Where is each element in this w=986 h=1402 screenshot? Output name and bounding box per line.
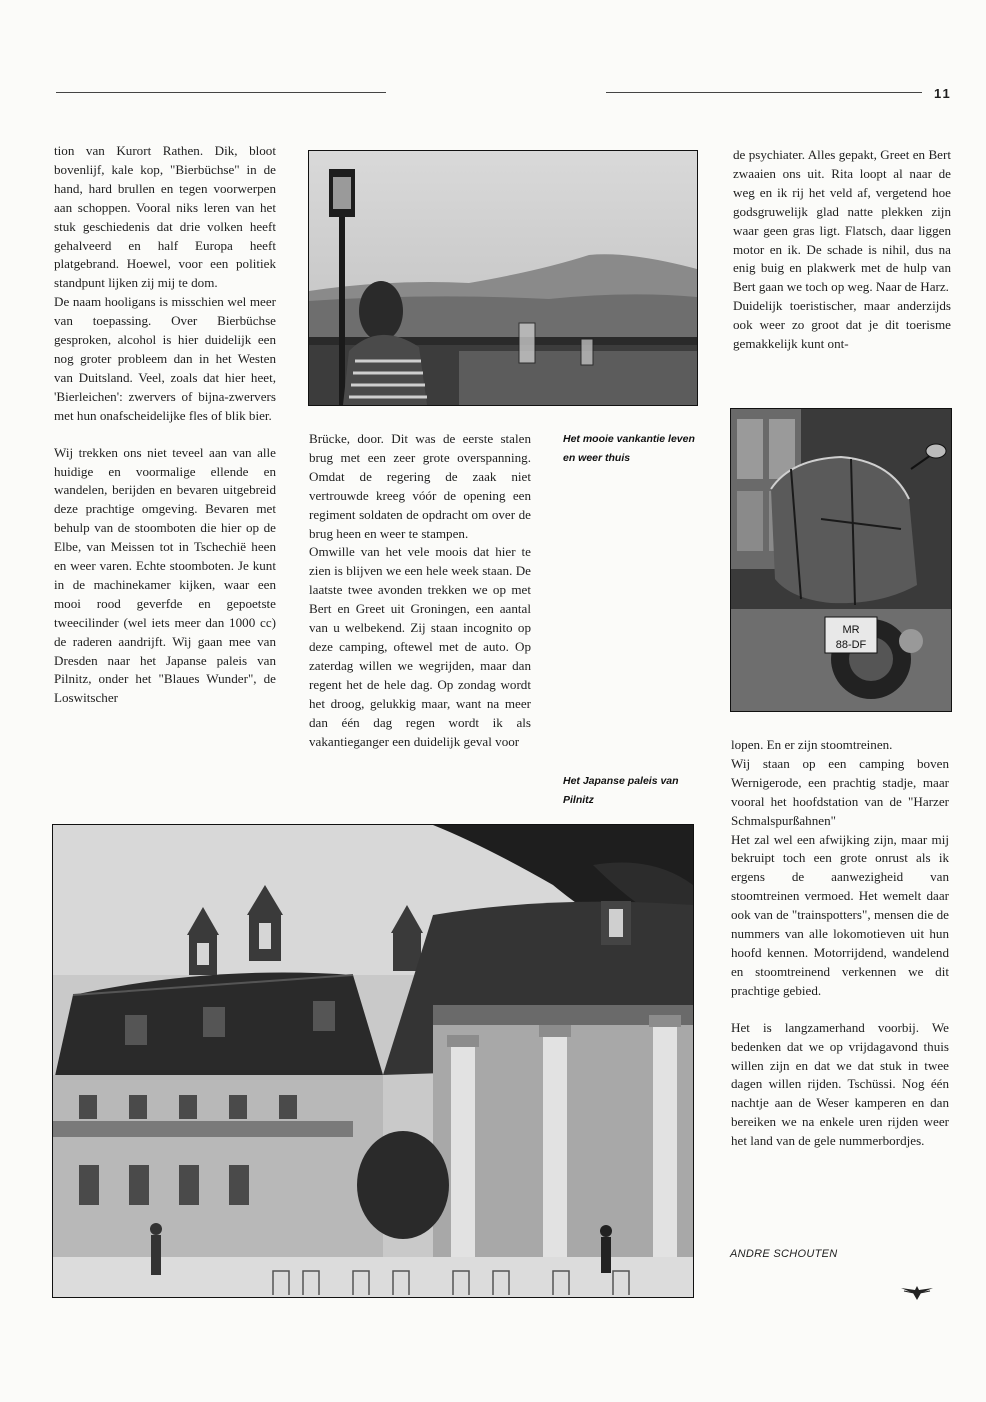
photo-loaded-motorcycle bbox=[730, 408, 952, 712]
paragraph: Wij trekken ons niet teveel aan van alle huidige en voormalige ellende en wandelen, berijden en bevaren uitgebreid deze prachtige omgeving. Bevaren met behulp van de stoomboten die hier op de Elbe, van Meissen tot in Tschechië heen en weer varen. Echte stoomboten. Je kunt in de machinekamer kijken, waar een mooi rood geverfde en gepoetste tweecilinder (wel iets meer dan 1000 cc) de raderen aandrijft. Wij gaan mee van Dresden naar het Japanse paleis van Pilnitz, onder het "Blaues Wunder", de Loswitscher bbox=[54, 444, 276, 706]
paragraph: Het is langzamerhand voorbij. We bedenken dat we op vrijdagavond thuis willen zijn en dat we dat stuk in twee dagen willen rijden. Tschüssi. Nog één nachtje aan de Weser kamperen en dan bereiken we na enkele uren rijden weer het land van de gele nummerbordjes. bbox=[731, 1019, 949, 1149]
paragraph: Brücke, door. Dit was de eerste stalen brug met een zeer grote overspanning. Omdat de regering de zaak niet vertrouwde kreeg vóór de opening een regiment soldaten de opdracht om over de brug heen en weer te stampen. bbox=[309, 431, 531, 541]
paragraph: Omwille van het vele moois dat hier te zien is blijven we een hele week staan. De laatste twee avonden trekken we op met Bert en Greet uit Groningen, een aantal van u welbekend. Zij staan incognito op deze camping, oftewel met de auto. Op zaterdag willen we wegrijden, maar dan regent het de hele dag. Op zondag wordt het droog, gelukkig maar, want na meer dan één dag regen wordt ik als vakantieganger een duidelijk geval voor bbox=[309, 544, 531, 749]
article-column-3-bottom bbox=[731, 736, 949, 1151]
paragraph: Het zal wel een afwijking zijn, maar mij bekruipt toch een grote onrust als ik ergens de aanwezigheid van stoomtreinen vermoed. Het wemelt daar ook van de "trainspotters", mensen die de nummers van alle lokomotieven uit hun hoofd kennen. Motorrijdend, wandelend en stoomtreinend verkennen we dit prachtige gebied. bbox=[731, 831, 949, 998]
page-number: 11 bbox=[934, 86, 952, 101]
wings-emblem-icon bbox=[900, 1282, 934, 1304]
paragraph: lopen. En er zijn stoomtreinen. bbox=[731, 737, 893, 752]
paragraph: Wij staan op een camping boven Wernigerode, een prachtig stadje, maar vooral het hoofdstation van de "Harzer Schmalspurßahnen" bbox=[731, 755, 949, 828]
license-plate-line2: 88-DF bbox=[835, 639, 867, 651]
caption-vacation: Het mooie vankantie leven en weer thuis bbox=[563, 433, 695, 464]
photo-terrace-view bbox=[308, 150, 698, 406]
paragraph: Duidelijk toeristischer, maar anderzijds ook weer zo groot dat je dit toerisme gemakkelijk kunt ont- bbox=[733, 298, 951, 352]
photo-pillnitz-palace bbox=[52, 824, 694, 1298]
article-column-2 bbox=[309, 430, 531, 751]
article-column-1 bbox=[54, 142, 276, 708]
header-rule-right bbox=[606, 92, 922, 93]
article-column-3-top bbox=[733, 146, 951, 354]
author-signature: ANDRE SCHOUTEN bbox=[730, 1248, 838, 1260]
header-rule-left bbox=[56, 92, 386, 93]
license-plate-line1: MR bbox=[842, 624, 860, 636]
paragraph: De naam hooligans is misschien wel meer van toepassing. Over Bierbüchse gesproken, alcohol is hier duidelijk een nog groter probleem dan in het Westen van Duitsland. Veel, zoals dat hier heet, 'Bierleichen': zwervers of bijna-zwervers met hun onafscheidelijke fles of blik bier. bbox=[54, 294, 276, 423]
paragraph: de psychiater. Alles gepakt, Greet en Bert zwaaien ons uit. Rita loopt al naar de weg en ik rij het veld af, vergetend hoe godsgruwelijk glad natte plekken zijn waar geen gras ligt. Flatsch, daar liggen motor en ik. De schade is nihil, dus na enig buig en plakwerk met de hulp van Bert gaan we toch op weg. Naar de Harz. bbox=[733, 147, 951, 295]
paragraph: tion van Kurort Rathen. Dik, bloot bovenlijf, kale kop, "Bierbüchse" in de hand, hard brullen en tegen voorwerpen aan schoppen. Vooral niks leren van het stuk geschiedenis dat drie volken heeft gehalveerd en half Europa heeft platgebrand. Hoewel, voor een politiek standpunt lijken zij mij te dom. bbox=[54, 143, 276, 291]
caption-japanese-palace: Het Japanse paleis van Pilnitz bbox=[563, 775, 679, 806]
